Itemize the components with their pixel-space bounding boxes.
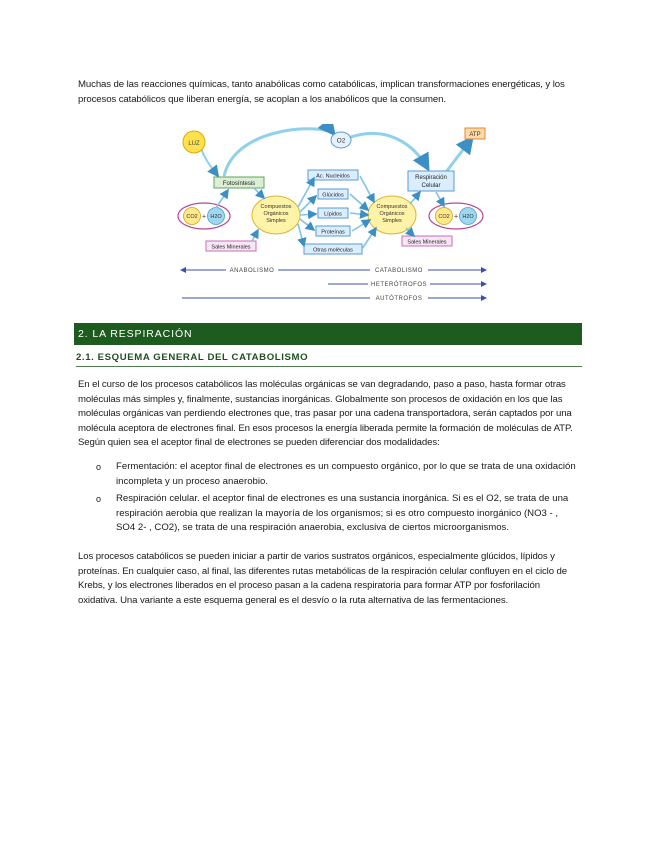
atp-label: ATP [469, 132, 481, 138]
sales-minerales-left [206, 241, 256, 251]
o2-bubble [331, 132, 351, 148]
heterotrofos-label: HETERÓTROFOS [370, 282, 428, 288]
respiracion-label-2: Celular [421, 183, 441, 189]
arc-fotosintesis-o2 [224, 129, 334, 176]
svg-text:+: + [453, 213, 459, 221]
respiracion-box [408, 171, 454, 191]
h2o-right-label: H2O [462, 214, 474, 220]
list-item [96, 492, 576, 536]
middle-box-label-3: Lípidos [324, 211, 342, 218]
sales-minerales-right [402, 236, 452, 246]
section-heading: 2. LA RESPIRACIÓN [74, 323, 582, 345]
anabolismo-label: ANABOLISMO [229, 268, 275, 274]
bullet-marker: o [96, 462, 102, 472]
bullet-text: Fermentación: el aceptor final de electrones es un compuesto orgánico, por lo que se trata de una oxidación incompleta y un proceso anaerobio. [116, 461, 576, 487]
h2o-left-label: H2O [210, 214, 222, 220]
compuestos-left-1: Compuestos [260, 204, 292, 210]
fotosintesis-label: Fotosíntesis [222, 181, 256, 187]
co2-h2o-right [429, 203, 483, 229]
compuestos-right-3: Simples [382, 218, 402, 224]
list-item [96, 460, 576, 489]
compuestos-left-2: Orgánicos [263, 211, 289, 217]
arc-luz-fotosintesis [200, 146, 218, 176]
body-paragraph-1: En el curso de los procesos catabólicos las moléculas orgánicas se van degradando, paso a paso, hasta formar otras moléculas más simples y, finalmente, sustancias inorgánicas. Globalmente son procesos de oxidación en los que las moléculas orgánicas van perdiendo electrones que, tras pasar por una cadena transportadora, serán captados por una molécula aceptora de electrones final. En esos procesos la energía liberada permite la formación de moléculas de ATP. Según quien sea el aceptor final de electrones se pueden diferenciar dos modalidades: [78, 379, 573, 449]
middle-box-4 [316, 226, 350, 236]
svg-text:+: + [201, 213, 207, 221]
co2-right-label: CO2 [438, 214, 450, 220]
compuestos-left-3: Simples [266, 218, 286, 224]
compuestos-right-2: Orgánicos [379, 211, 405, 217]
body-paragraph-2: Los procesos catabólicos se pueden iniciar a partir de varios sustratos orgánicos, especialmente glúcidos, lípidos y proteínas. En cualquier caso, al final, las diferentes rutas metabólicas de la respiración celular confluyen en el ciclo de Krebs, y los electrones liberados en el proceso pasan a la cadena respiratoria para formar ATP por fosforilación oxidativa. Una variante a este esquema general es el desvío o la ruta alternativa de las fermentaciones. [78, 551, 567, 606]
sales-right-label: Sales Minerales [407, 239, 447, 246]
co2-h2o-left [178, 203, 230, 229]
compuestos-left [252, 196, 300, 234]
intro-paragraph: Muchas de las reacciones químicas, tanto anabólicas como catabólicas, implican transformaciones energéticas, y los procesos catabólicos que liberan energía, se acoplan a los anabólicos que la consumen. [78, 79, 565, 105]
middle-box-5 [304, 244, 362, 254]
respiracion-label-1: Respiración [415, 175, 447, 181]
metabolism-diagram [176, 124, 492, 310]
bullet-marker: o [96, 494, 102, 505]
bullet-text: Respiración celular. el aceptor final de electrones es una sustancia inorgánica. Si es el O2, se trata de una respiración aerobia que realizan la mayoría de los organismos; si es otro compuesto inorgánico (NO3 - , SO4 2- , CO2), se trata de una respiración anaerobia, exclusiva de ciertos microorganismos. [116, 493, 569, 534]
autotrofos-label: AUTÓTROFOS [375, 296, 423, 302]
sun-icon [183, 131, 205, 153]
middle-box-1 [308, 170, 358, 180]
o2-label: O2 [336, 137, 346, 145]
middle-box-label-1: Ac. Nucleidos [316, 173, 350, 180]
middle-box-label-5: Otras moléculas [313, 247, 353, 254]
bullet-list [96, 460, 576, 539]
sales-left-label: Sales Minerales [211, 244, 251, 251]
middle-box-2 [318, 189, 348, 199]
compuestos-right-1: Compuestos [376, 204, 408, 210]
subsection-heading: 2.1. ESQUEMA GENERAL DEL CATABOLISMO [76, 352, 582, 367]
middle-box-label-4: Proteínas [321, 229, 345, 236]
atp-box [465, 128, 485, 139]
arc-o2-respiracion [348, 133, 428, 169]
co2-left-label: CO2 [186, 214, 198, 220]
scale-lines [180, 265, 486, 302]
catabolismo-label: CATABOLISMO [375, 268, 423, 274]
luz-label: LUZ [188, 141, 200, 147]
middle-box-label-2: Glúcidos [322, 192, 344, 199]
fotosintesis-box [214, 177, 264, 188]
arc-respiracion-atp [446, 138, 472, 172]
middle-box-3 [318, 208, 348, 218]
